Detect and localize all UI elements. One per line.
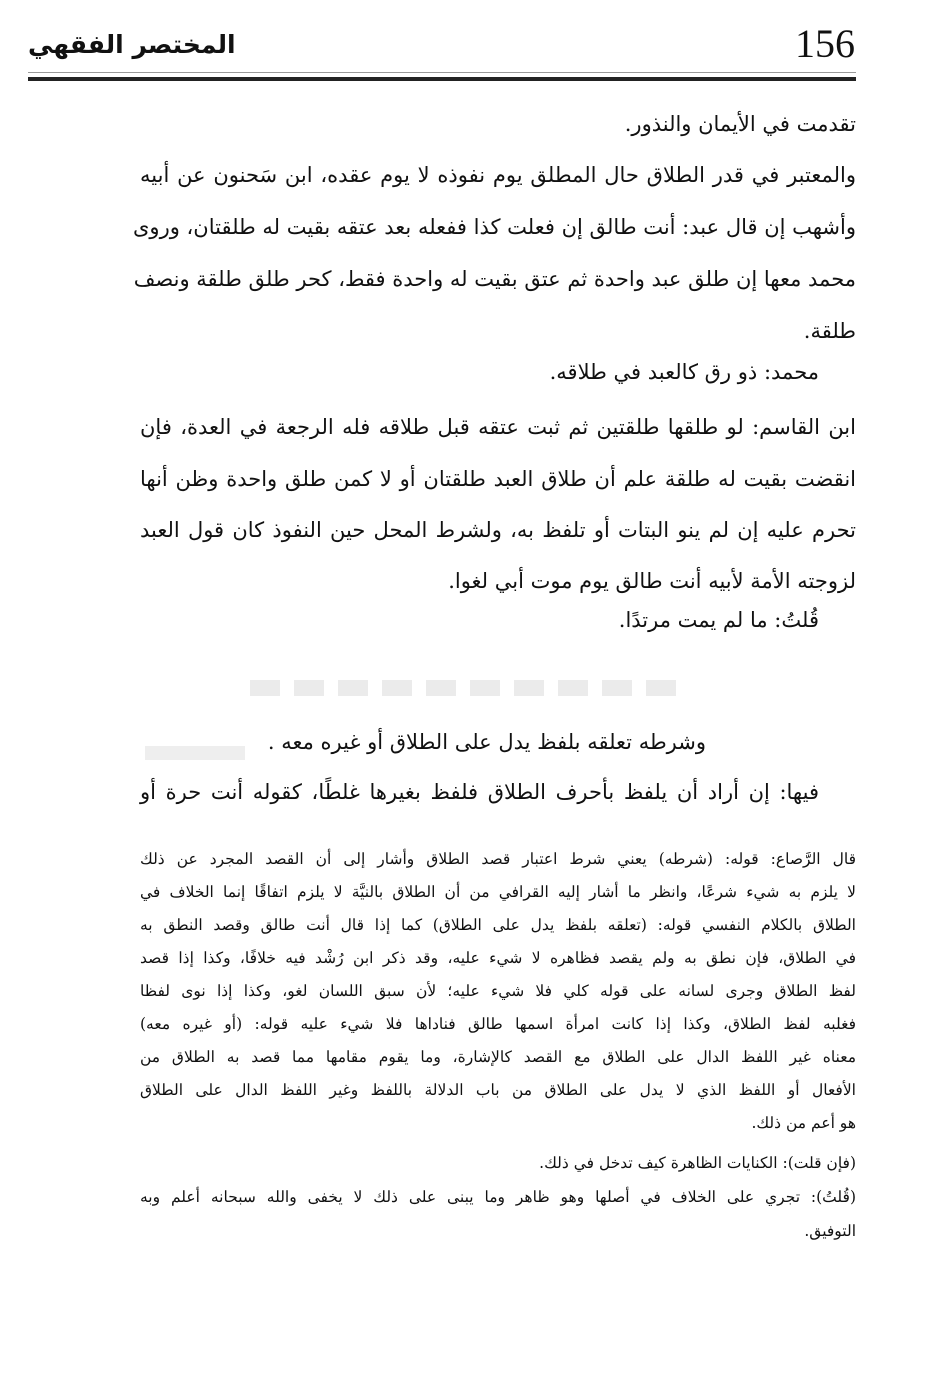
footnote-line: التوفيق. (804, 1222, 856, 1240)
faded-section-heading (250, 680, 680, 696)
footnote-line: لفظ الطلاق وجرى لسانه على قوله كلي فلا شيء عليه؛ لأن سبق اللسان لغو، وكذا إذا نوى لفظا (140, 982, 856, 1000)
footnote-line: معناه غير اللفظ الدال على الطلاق مع القصد كالإشارة، وما يقوم مقامها مما قصد به الطلاق من (140, 1048, 856, 1066)
running-title: المختصر الفقهي (28, 30, 236, 59)
header-rule (28, 77, 856, 81)
body-line: طلقة. (803, 319, 856, 343)
body-line: وشرطه تعلقه بلفظ يدل على الطلاق أو غيره معه . (267, 730, 706, 754)
footnote-line: الطلاق بالكلام النفسي قوله: (تعلقه بلفظ يدل على الطلاق) كما إذا قال أنت طالق وقصد النطق به (140, 916, 856, 934)
body-line: قُلتُ: ما لم يمت مرتدًا. (618, 608, 819, 632)
footnote-line: فغلبه لفظ الطلاق، وكذا إذا كانت امرأة اسمها طالق فناداها فلا شيء عليه قوله: (أو غيره معه) (140, 1015, 856, 1033)
body-line: انقضت بقيت له طلقة علم أن طلاق العبد طلقتان أو لا كمن طلق واحدة وظن أنها (140, 467, 856, 491)
footnote-line: (فإن قلت): الكنايات الظاهرة كيف تدخل في ذلك. (539, 1154, 856, 1172)
body-line: وأشهب إن قال عبد: أنت طالق إن فعلت كذا ففعله بعد عتقه بقيت له طلقتان، وروى (132, 215, 856, 239)
body-line: محمد معها إن طلق عبد واحدة ثم عتق بقيت له واحدة فقط، كحر طلق طلقة ونصف (133, 267, 856, 291)
footnote-line: الأفعال أو اللفظ الذي لا يدل على الطلاق من باب الدلالة باللفظ وغير اللفظ الدال على الطلاق (140, 1081, 856, 1099)
body-line: ابن القاسم: لو طلقها طلقتين ثم ثبت عتقه قبل طلاقه فله الرجعة في العدة، فإن (140, 415, 856, 439)
body-line: تحرم عليه إن لم ينو البتات أو تلفظ به، ولشرط المحل حين النفوذ كان قول العبد (140, 518, 856, 542)
body-line: تقدمت في الأيمان والنذور. (624, 112, 856, 136)
body-line: فيها: إن أراد أن يلفظ بأحرف الطلاق فلفظ بغيرها غلطًا، كقوله أنت حرة أو (140, 780, 819, 804)
footnote-line: هو أعم من ذلك. (751, 1114, 856, 1132)
footnote-line: في الطلاق، فإن نطق به ولم يقصد فظاهره لا شيء عليه، وقد ذكر ابن رُشْد فيه خلافًا، وكذا إذا قصد (140, 949, 856, 967)
header-rule-thin (28, 72, 856, 73)
body-line: لزوجته الأمة لأبيه أنت طالق يوم موت أبي لغوا. (448, 569, 856, 593)
page-number: 156 (795, 21, 855, 66)
footnote-line: لا يلزم به شيء شرعًا، وانظر ما أشار إليه القرافي من أن الطلاق بالنيَّة لا يلزم اتفاقًا إنما الخلاف في (140, 883, 856, 901)
body-line: محمد: ذو رق كالعبد في طلاقه. (549, 360, 819, 384)
body-line: والمعتبر في قدر الطلاق حال المطلق يوم نفوذه لا يوم عقده، ابن سَحنون عن أبيه (140, 163, 856, 187)
footnote-line: قال الرَّصاع: قوله: (شرطه) يعني شرط اعتبار قصد الطلاق وأشار إلى أن القصد المجرد عن ذلك (140, 850, 856, 868)
footnote-line: (قُلتُ): تجري على الخلاف في أصلها وهو ظاهر وما يبنى على ذلك لا يخفى والله سبحانه أعلم وبه (140, 1188, 856, 1206)
